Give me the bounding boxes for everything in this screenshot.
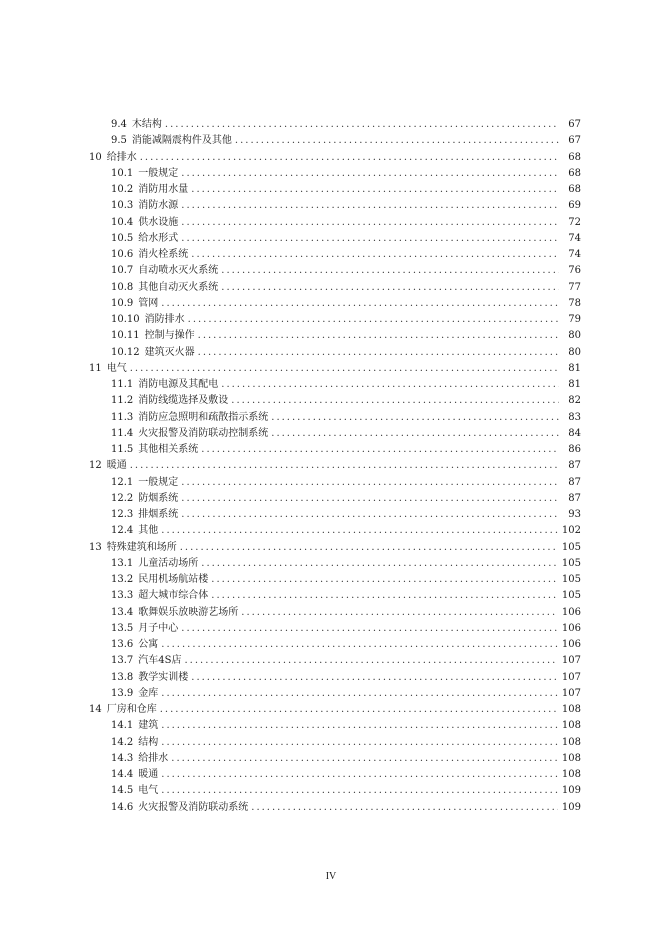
- toc-entry-page: 87: [568, 460, 581, 472]
- toc-entry-number: 11.3: [111, 411, 134, 423]
- toc-leader-dots: [161, 637, 558, 653]
- toc-leader-dots: [161, 718, 558, 734]
- toc-entry-number: 11.1: [111, 379, 134, 390]
- toc-entry-number: 14.4: [111, 769, 134, 780]
- toc-leader-dots: [271, 410, 559, 426]
- toc-leader-dots: [191, 182, 559, 198]
- toc-entry-page: 109: [561, 785, 581, 797]
- toc-entry-number: 10.12: [111, 346, 140, 358]
- toc-section-entry[interactable]: [89, 783, 581, 799]
- toc-entry-page: 83: [568, 411, 581, 423]
- toc-leader-dots: [130, 458, 559, 474]
- toc-entry-number: 9.5: [111, 135, 127, 147]
- toc-entry-title: 消防排水: [144, 314, 185, 325]
- toc-entry-title: 管网: [138, 297, 159, 309]
- toc-leader-dots: [201, 556, 558, 572]
- toc-section-entry[interactable]: [89, 605, 581, 621]
- toc-entry-number: 13.1: [111, 557, 134, 569]
- toc-entry-title: 民用机场航站楼: [138, 574, 209, 585]
- toc-chapter-entry[interactable]: [89, 150, 581, 166]
- toc-entry-page: 107: [561, 671, 581, 683]
- toc-entry-number: 14.2: [111, 736, 134, 748]
- toc-entry-title: 消能减隔震构件及其他: [131, 135, 232, 147]
- toc-entry-title: 消防水源: [138, 200, 179, 212]
- toc-entry-page: 108: [561, 752, 581, 764]
- toc-entry-number: 12.1: [111, 476, 134, 488]
- toc-entry-title: 教学实训楼: [138, 671, 189, 683]
- toc-section-entry[interactable]: [89, 296, 581, 312]
- toc-entry-title: 建筑: [138, 720, 159, 732]
- toc-entry-title: 金库: [138, 687, 159, 699]
- toc-entry-title: 给排水: [106, 151, 137, 163]
- toc-leader-dots: [221, 377, 559, 393]
- toc-entry-number: 14.1: [111, 720, 134, 732]
- toc-section-entry[interactable]: [89, 426, 581, 442]
- toc-section-entry[interactable]: [89, 670, 581, 686]
- toc-entry-page: 78: [568, 297, 581, 309]
- toc-entry-number: 11.2: [111, 395, 134, 407]
- toc-entry-page: 79: [568, 314, 581, 325]
- toc-chapter-entry[interactable]: [89, 361, 581, 377]
- toc-entry-number: 13.8: [111, 671, 134, 683]
- toc-leader-dots: [181, 475, 559, 491]
- toc-entry-number: 10.8: [111, 281, 134, 293]
- toc-leader-dots: [181, 198, 559, 214]
- toc-entry-number: 11.5: [111, 444, 134, 455]
- toc-entry-title: 其他相关系统: [138, 444, 199, 455]
- toc-leader-dots: [235, 133, 559, 149]
- toc-section-entry[interactable]: [89, 572, 581, 588]
- toc-entry-number: 10.3: [111, 200, 134, 212]
- toc-entry-title: 儿童活动场所: [138, 557, 199, 569]
- toc-entry-title: 火灾报警及消防联动系统: [138, 801, 249, 813]
- toc-entry-number: 13.5: [111, 622, 134, 634]
- toc-entry-page: 74: [568, 249, 581, 260]
- toc-entry-page: 87: [568, 492, 581, 504]
- toc-section-entry[interactable]: [89, 767, 581, 783]
- toc-section-entry[interactable]: [89, 686, 581, 702]
- toc-entry-number: 10.9: [111, 297, 134, 309]
- toc-leader-dots: [181, 166, 559, 182]
- toc-section-entry[interactable]: [89, 133, 581, 149]
- toc-entry-number: 14.6: [111, 801, 134, 813]
- toc-entry-title: 一般规定: [138, 476, 179, 488]
- toc-leader-dots: [191, 247, 559, 263]
- toc-leader-dots: [211, 588, 558, 604]
- toc-entry-title: 暖通: [106, 460, 127, 472]
- toc-entry-page: 80: [568, 330, 581, 342]
- toc-entry-number: 11: [89, 362, 102, 374]
- toc-section-entry[interactable]: [89, 280, 581, 296]
- toc-entry-number: 14: [89, 704, 102, 715]
- toc-entry-title: 暖通: [138, 769, 159, 780]
- toc-entry-page: 68: [568, 167, 581, 179]
- toc-leader-dots: [221, 280, 559, 296]
- toc-section-entry[interactable]: [89, 442, 581, 458]
- toc-entry-title: 电气: [138, 785, 159, 797]
- toc-leader-dots: [161, 783, 558, 799]
- toc-section-entry[interactable]: [89, 231, 581, 247]
- toc-entry-number: 13.4: [111, 606, 134, 618]
- toc-section-entry[interactable]: [89, 182, 581, 198]
- toc-leader-dots: [180, 540, 558, 556]
- toc-section-entry[interactable]: [89, 263, 581, 279]
- toc-entry-number: 9.4: [111, 119, 127, 130]
- toc-entry-number: 10.11: [111, 330, 140, 342]
- toc-section-entry[interactable]: [89, 410, 581, 426]
- toc-entry-page: 105: [561, 541, 581, 553]
- toc-entry-title: 月子中心: [138, 622, 179, 634]
- toc-leader-dots: [161, 523, 558, 539]
- toc-leader-dots: [198, 328, 559, 344]
- toc-entry-number: 14.5: [111, 785, 134, 797]
- toc-entry-title: 汽车4S店: [138, 655, 182, 667]
- toc-section-entry[interactable]: [89, 507, 581, 523]
- toc-leader-dots: [181, 621, 558, 637]
- toc-entry-title: 公寓: [138, 639, 159, 650]
- toc-entry-title: 一般规定: [138, 167, 179, 179]
- toc-entry-title: 给水形式: [138, 232, 179, 244]
- toc-section-entry[interactable]: [89, 117, 581, 133]
- toc-entry-title: 结构: [138, 736, 159, 748]
- toc-entry-page: 81: [568, 362, 581, 374]
- toc-chapter-entry[interactable]: [89, 540, 581, 556]
- table-of-contents: [89, 117, 581, 816]
- toc-chapter-entry[interactable]: [89, 458, 581, 474]
- toc-leader-dots: [211, 572, 558, 588]
- toc-entry-title: 超大城市综合体: [138, 590, 209, 602]
- toc-leader-dots: [130, 361, 559, 377]
- toc-entry-title: 歌舞娱乐放映游艺场所: [138, 606, 239, 618]
- toc-entry-title: 消防线缆选择及敷设: [138, 395, 229, 407]
- toc-section-entry[interactable]: [89, 800, 581, 816]
- toc-entry-page: 108: [561, 720, 581, 732]
- toc-leader-dots: [171, 751, 558, 767]
- toc-entry-title: 其他自动灭火系统: [138, 281, 219, 293]
- toc-entry-page: 68: [568, 184, 581, 195]
- toc-entry-title: 特殊建筑和场所: [106, 541, 177, 553]
- toc-entry-title: 消防电源及其配电: [138, 379, 219, 390]
- toc-entry-number: 10.6: [111, 249, 134, 260]
- toc-entry-page: 68: [568, 151, 581, 163]
- toc-entry-page: 108: [561, 736, 581, 748]
- toc-entry-title: 消防用水量: [138, 184, 189, 195]
- toc-entry-page: 105: [561, 574, 581, 585]
- toc-leader-dots: [271, 426, 559, 442]
- toc-entry-page: 109: [561, 801, 581, 813]
- toc-leader-dots: [140, 150, 559, 166]
- toc-leader-dots: [181, 491, 559, 507]
- toc-entry-page: 108: [561, 704, 581, 715]
- toc-entry-title: 建筑灭火器: [144, 346, 195, 358]
- toc-entry-number: 10.5: [111, 232, 134, 244]
- toc-leader-dots: [241, 605, 558, 621]
- toc-entry-title: 其他: [138, 525, 159, 537]
- toc-section-entry[interactable]: [89, 198, 581, 214]
- toc-entry-title: 火灾报警及消防联动控制系统: [138, 427, 269, 439]
- toc-entry-page: 72: [568, 216, 581, 228]
- toc-section-entry[interactable]: [89, 556, 581, 572]
- toc-entry-number: 11.4: [111, 427, 134, 439]
- toc-section-entry[interactable]: [89, 377, 581, 393]
- toc-section-entry[interactable]: [89, 328, 581, 344]
- toc-entry-title: 排烟系统: [138, 509, 179, 520]
- toc-entry-page: 82: [568, 395, 581, 407]
- toc-entry-page: 107: [561, 655, 581, 667]
- toc-section-entry[interactable]: [89, 215, 581, 231]
- toc-entry-page: 67: [568, 135, 581, 147]
- toc-entry-page: 67: [568, 119, 581, 130]
- toc-leader-dots: [160, 702, 558, 718]
- toc-entry-title: 消防应急照明和疏散指示系统: [138, 411, 269, 423]
- toc-section-entry[interactable]: [89, 491, 581, 507]
- toc-entry-page: 108: [561, 769, 581, 780]
- toc-entry-number: 10.10: [111, 314, 140, 325]
- toc-entry-title: 消火栓系统: [138, 249, 189, 260]
- toc-entry-number: 10.1: [111, 167, 134, 179]
- toc-leader-dots: [165, 117, 559, 133]
- toc-entry-page: 102: [561, 525, 581, 537]
- toc-entry-number: 13.9: [111, 687, 134, 699]
- toc-entry-number: 10.2: [111, 184, 134, 195]
- toc-leader-dots: [221, 263, 559, 279]
- toc-section-entry[interactable]: [89, 345, 581, 361]
- toc-leader-dots: [184, 653, 557, 669]
- toc-section-entry[interactable]: [89, 621, 581, 637]
- toc-entry-number: 13.2: [111, 574, 134, 585]
- toc-section-entry[interactable]: [89, 588, 581, 604]
- toc-leader-dots: [161, 686, 558, 702]
- toc-entry-page: 107: [561, 687, 581, 699]
- toc-entry-page: 106: [561, 622, 581, 634]
- toc-entry-number: 14.3: [111, 752, 134, 764]
- toc-entry-number: 10: [89, 151, 102, 163]
- toc-entry-page: 81: [568, 379, 581, 390]
- toc-entry-title: 厂房和仓库: [106, 704, 157, 715]
- toc-entry-number: 13.6: [111, 639, 134, 650]
- toc-section-entry[interactable]: [89, 735, 581, 751]
- page-number: IV: [325, 871, 337, 882]
- toc-leader-dots: [181, 507, 559, 523]
- toc-leader-dots: [161, 296, 559, 312]
- toc-leader-dots: [161, 767, 558, 783]
- toc-entry-title: 自动喷水灭火系统: [138, 265, 219, 277]
- toc-leader-dots: [198, 345, 559, 361]
- toc-leader-dots: [201, 442, 559, 458]
- toc-chapter-entry[interactable]: [89, 702, 581, 718]
- toc-entry-number: 13: [89, 541, 102, 553]
- toc-leader-dots: [161, 735, 558, 751]
- toc-section-entry[interactable]: [89, 166, 581, 182]
- toc-entry-page: 106: [561, 606, 581, 618]
- toc-entry-title: 木结构: [131, 119, 162, 130]
- toc-entry-page: 105: [561, 590, 581, 602]
- toc-entry-page: 84: [568, 427, 581, 439]
- toc-entry-title: 给排水: [138, 752, 169, 764]
- toc-entry-page: 80: [568, 346, 581, 358]
- toc-section-entry[interactable]: [89, 523, 581, 539]
- toc-entry-page: 93: [568, 509, 581, 520]
- toc-entry-number: 13.7: [111, 655, 134, 667]
- toc-entry-page: 76: [568, 265, 581, 277]
- toc-leader-dots: [181, 231, 559, 247]
- toc-entry-number: 10.4: [111, 216, 134, 228]
- toc-entry-number: 12: [89, 460, 102, 472]
- toc-section-entry[interactable]: [89, 718, 581, 734]
- toc-section-entry[interactable]: [89, 637, 581, 653]
- toc-leader-dots: [181, 215, 559, 231]
- toc-entry-title: 供水设施: [138, 216, 179, 228]
- toc-section-entry[interactable]: [89, 393, 581, 409]
- toc-entry-title: 电气: [106, 362, 127, 374]
- toc-entry-page: 86: [568, 444, 581, 455]
- toc-section-entry[interactable]: [89, 312, 581, 328]
- toc-entry-page: 106: [561, 639, 581, 650]
- toc-section-entry[interactable]: [89, 751, 581, 767]
- toc-entry-title: 控制与操作: [144, 330, 195, 342]
- toc-leader-dots: [251, 800, 558, 816]
- toc-entry-number: 12.2: [111, 492, 134, 504]
- toc-leader-dots: [188, 312, 559, 328]
- toc-entry-number: 13.3: [111, 590, 134, 602]
- toc-leader-dots: [191, 670, 558, 686]
- toc-section-entry[interactable]: [89, 653, 581, 669]
- toc-entry-page: 74: [568, 232, 581, 244]
- toc-entry-page: 69: [568, 200, 581, 212]
- toc-entry-page: 87: [568, 476, 581, 488]
- toc-entry-number: 12.4: [111, 525, 134, 537]
- toc-section-entry[interactable]: [89, 247, 581, 263]
- toc-entry-title: 防烟系统: [138, 492, 179, 504]
- toc-section-entry[interactable]: [89, 475, 581, 491]
- toc-entry-number: 10.7: [111, 265, 134, 277]
- toc-leader-dots: [231, 393, 559, 409]
- toc-entry-page: 77: [568, 281, 581, 293]
- toc-entry-number: 12.3: [111, 509, 134, 520]
- toc-entry-page: 105: [561, 557, 581, 569]
